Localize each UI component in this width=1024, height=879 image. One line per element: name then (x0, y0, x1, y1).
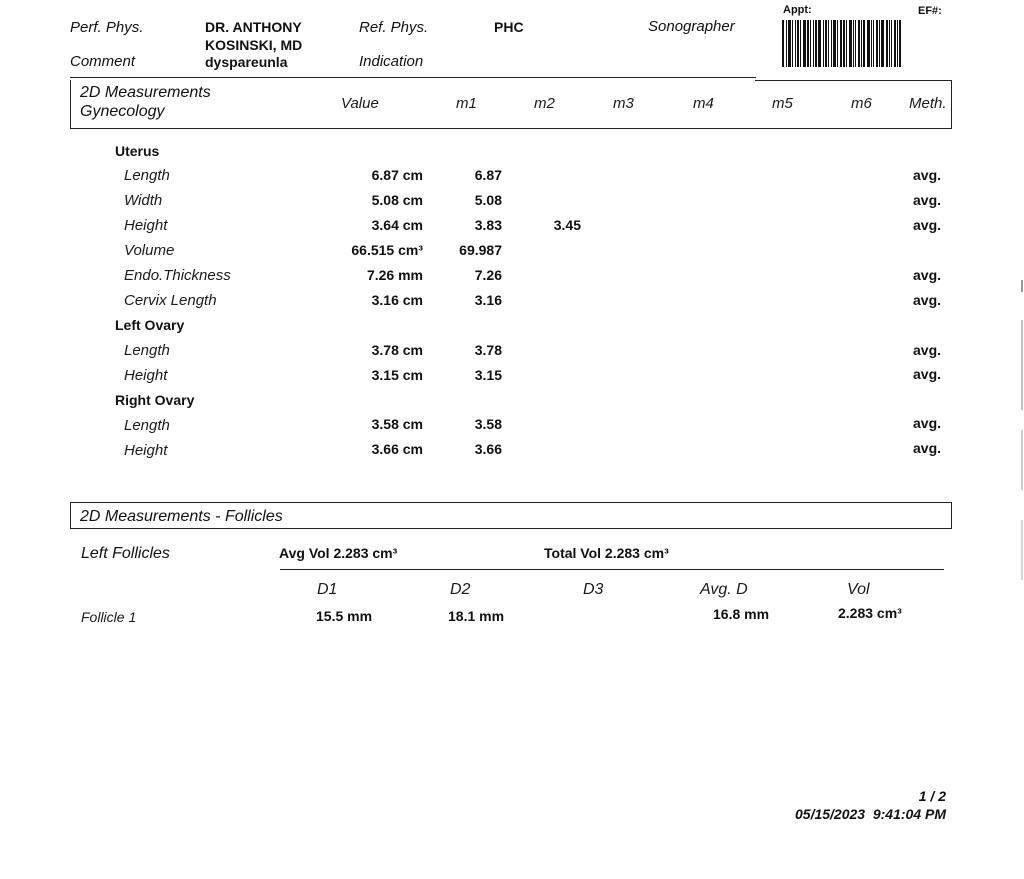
row-value: 3.78 cm (371, 342, 423, 358)
barcode-bar (886, 20, 888, 67)
row-m1: 3.16 (474, 292, 502, 308)
barcode-bar (897, 20, 898, 67)
barcode-bar (867, 20, 870, 67)
barcode-bar (810, 20, 811, 67)
barcode-bar (899, 20, 901, 67)
row-meth: avg. (913, 267, 942, 283)
row-label: Height (124, 217, 168, 234)
scan-mark (1021, 430, 1023, 490)
barcode-bar (849, 20, 852, 67)
cropped-label-line (783, 0, 943, 3)
row-label: Endo.Thickness (124, 267, 231, 284)
col-d2: D2 (450, 581, 471, 598)
row-meth: avg. (913, 415, 942, 431)
row-meth: avg. (913, 192, 942, 208)
barcode-bar (843, 20, 845, 67)
barcode-bar (889, 20, 890, 67)
barcode-bar (894, 20, 896, 67)
row-label: Volume (124, 242, 175, 259)
row-value: 7.26 mm (366, 267, 423, 283)
barcode-bar (881, 20, 884, 67)
follicle-d2: 18.1 mm (448, 608, 505, 624)
barcode-bar (840, 20, 842, 67)
row-m1: 5.08 (474, 192, 502, 208)
row-label: Cervix Length (124, 292, 217, 309)
barcode-bar (792, 20, 793, 67)
barcode-bar (831, 20, 832, 67)
row-label: Length (124, 342, 170, 359)
col-value: Value (341, 95, 379, 112)
follicles-title: 2D Measurements - Follicles (80, 508, 283, 525)
gyn-title-line1: 2D Measurements (80, 84, 211, 101)
row-meth: avg. (913, 440, 942, 456)
barcode-bar (823, 20, 824, 67)
perf-phys-name-line2: KOSINSKI, MD (205, 37, 303, 53)
barcode-bar (797, 20, 799, 67)
follicle-d1: 15.5 mm (316, 608, 373, 624)
group-uterus: Uterus (115, 143, 160, 159)
col-m1: m1 (456, 95, 477, 112)
row-label: Length (124, 167, 170, 184)
barcode-bar (861, 20, 862, 67)
scan-mark (1021, 520, 1023, 580)
appt-label: Appt: (783, 4, 812, 16)
row-m2: 3.45 (553, 217, 581, 233)
ref-phys-value: PHC (494, 19, 524, 35)
barcode-bar (795, 20, 796, 67)
page-number: 1 / 2 (918, 788, 946, 804)
col-avg-d: Avg. D (700, 581, 748, 598)
ref-phys-label: Ref. Phys. (359, 19, 429, 36)
barcode-bar (833, 20, 836, 67)
barcode-bar (858, 20, 860, 67)
avg-vol: Avg Vol 2.283 cm³ (279, 545, 398, 561)
barcode-bar (813, 20, 814, 67)
row-meth: avg. (913, 342, 942, 358)
row-m1: 3.83 (474, 217, 502, 233)
barcode-bar (782, 20, 784, 67)
barcode-bar (876, 20, 878, 67)
barcode (782, 20, 916, 67)
col-m3: m3 (613, 95, 634, 112)
indication-label: Indication (359, 53, 424, 70)
row-value: 3.66 cm (371, 441, 423, 457)
follicle-avg-d: 16.8 mm (713, 606, 770, 622)
row-value: 3.16 cm (371, 292, 423, 308)
group-right-ovary: Right Ovary (115, 392, 195, 408)
perf-phys-label: Perf. Phys. (70, 19, 144, 36)
scan-mark (1021, 320, 1023, 410)
col-m5: m5 (772, 95, 793, 112)
row-m1: 7.26 (474, 267, 502, 283)
col-d3: D3 (583, 581, 604, 598)
row-label: Length (124, 417, 170, 434)
barcode-bar (879, 20, 880, 67)
sonographer-label: Sonographer (648, 18, 735, 35)
barcode-bar (800, 20, 801, 67)
follicles-divider (280, 569, 944, 570)
ef-label: EF#: (918, 5, 942, 17)
row-label: Width (124, 192, 163, 209)
perf-phys-name-line1: DR. ANTHONY (205, 19, 302, 35)
scan-mark (1021, 280, 1023, 292)
col-vol: Vol (847, 581, 870, 598)
barcode-bar (853, 20, 854, 67)
barcode-bar (855, 20, 856, 67)
report-datetime: 05/15/2023 9:41:04 PM (795, 806, 946, 822)
row-label: Height (124, 442, 168, 459)
barcode-bar (818, 20, 821, 67)
row-m1: 3.15 (474, 367, 502, 383)
barcode-bar (825, 20, 827, 67)
col-m4: m4 (693, 95, 714, 112)
row-meth: avg. (913, 292, 942, 308)
barcode-bar (788, 20, 791, 67)
row-meth: avg. (913, 217, 942, 233)
row-m1: 69.987 (459, 242, 502, 258)
comment-label: Comment (70, 53, 136, 70)
barcode-bar (815, 20, 817, 67)
header-divider (70, 77, 756, 78)
barcode-bar (828, 20, 829, 67)
barcode-bar (891, 20, 892, 67)
col-m2: m2 (534, 95, 555, 112)
row-m1: 3.78 (474, 342, 502, 358)
row-value: 3.64 cm (371, 217, 423, 233)
barcode-bar (786, 20, 787, 67)
comment-value: dyspareunla (205, 54, 288, 70)
row-m1: 6.87 (474, 167, 502, 183)
row-value: 6.87 cm (371, 167, 423, 183)
barcode-bar (873, 20, 874, 67)
left-follicles-label: Left Follicles (81, 545, 170, 562)
total-vol: Total Vol 2.283 cm³ (544, 545, 669, 561)
row-value: 3.15 cm (371, 367, 423, 383)
barcode-bar (837, 20, 838, 67)
gyn-box-top-right (755, 80, 952, 81)
row-label: Height (124, 367, 168, 384)
row-value: 66.515 cm³ (351, 242, 423, 258)
col-m6: m6 (851, 95, 872, 112)
col-meth: Meth. (909, 95, 947, 112)
col-d1: D1 (317, 581, 338, 598)
row-m1: 3.58 (474, 416, 502, 432)
barcode-bar (807, 20, 809, 67)
row-value: 5.08 cm (371, 192, 423, 208)
barcode-bar (803, 20, 806, 67)
gyn-title-line2: Gynecology (80, 103, 165, 120)
barcode-bar (846, 20, 847, 67)
follicle-vol: 2.283 cm³ (838, 605, 902, 621)
barcode-bar (863, 20, 865, 67)
barcode-bar (871, 20, 872, 67)
follicle-label: Follicle 1 (81, 609, 137, 625)
row-m1: 3.66 (474, 441, 502, 457)
group-left-ovary: Left Ovary (115, 317, 185, 333)
row-meth: avg. (913, 167, 942, 183)
row-meth: avg. (913, 366, 942, 382)
row-value: 3.58 cm (371, 416, 423, 432)
